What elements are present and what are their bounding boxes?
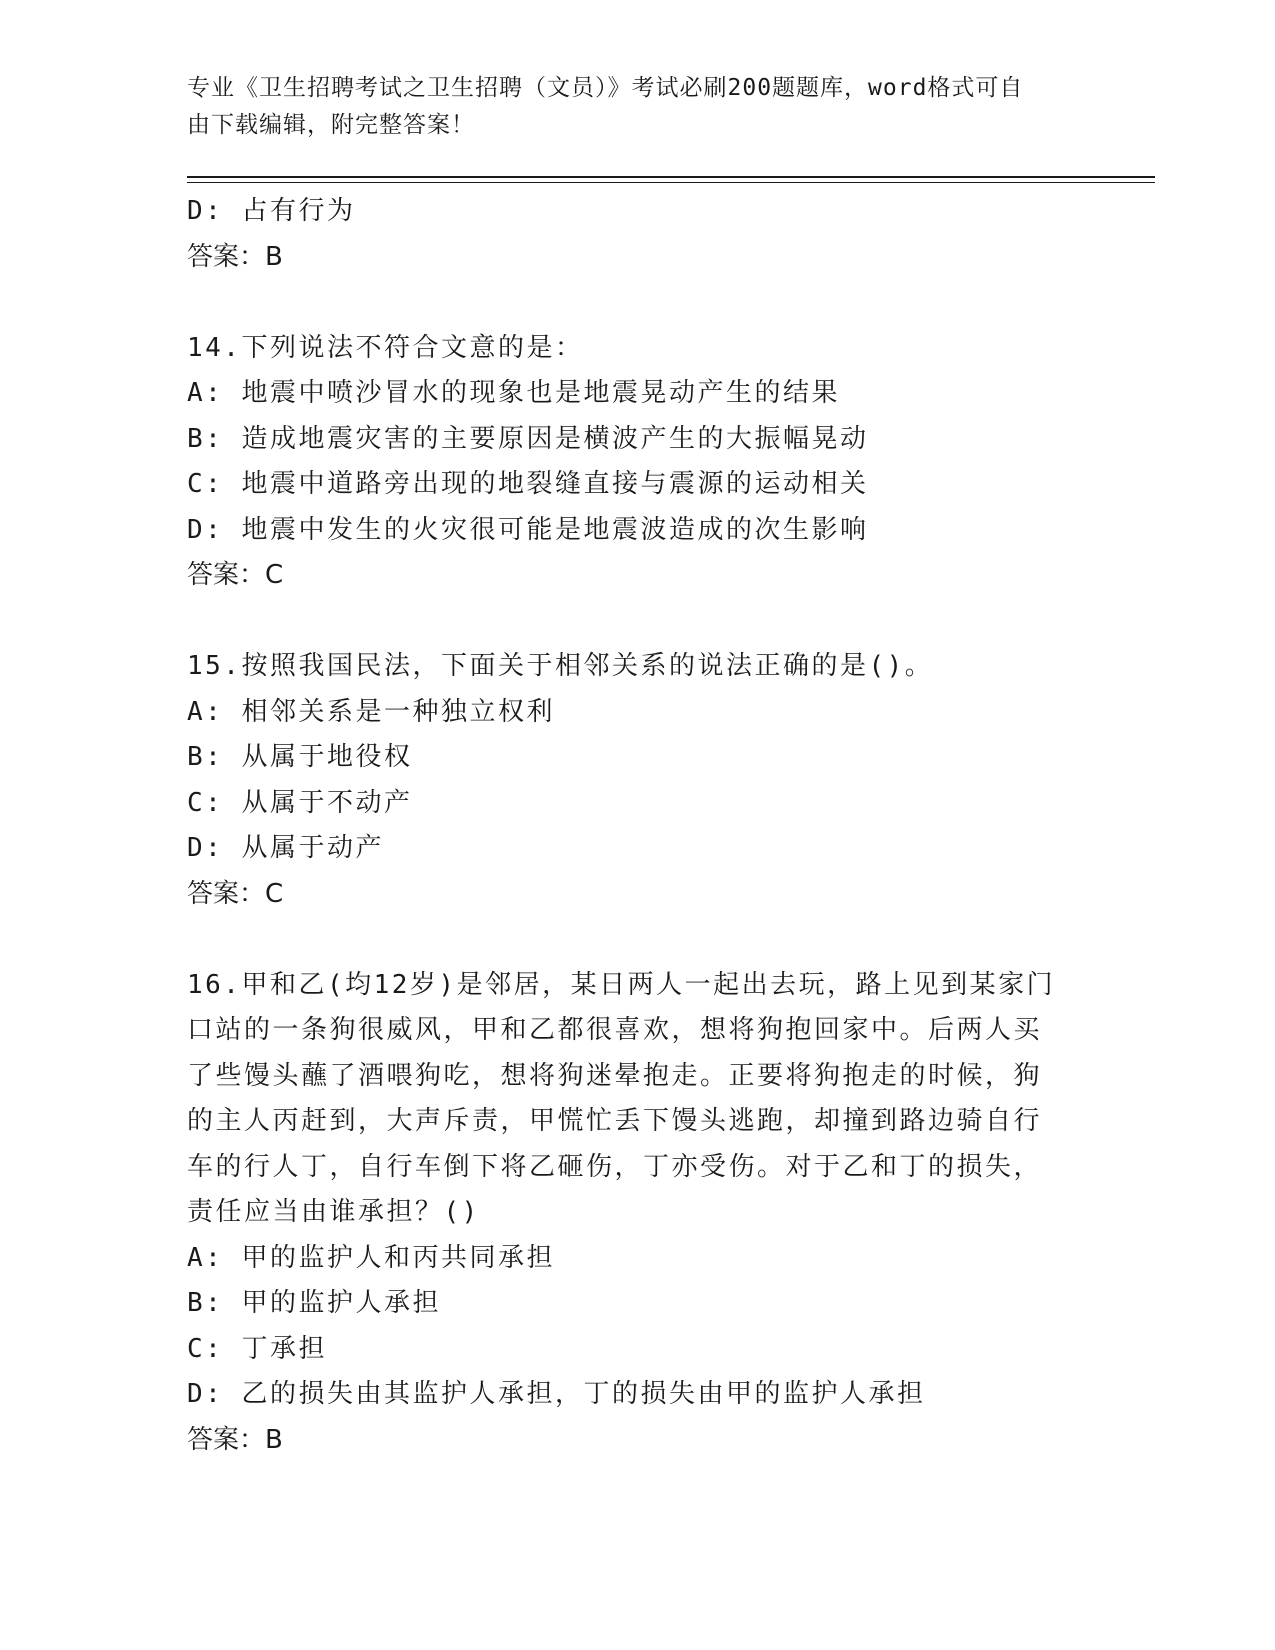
spacer <box>187 280 1067 326</box>
question-stem <box>187 963 1056 1236</box>
option-c: C: 丁承担 <box>187 1333 327 1364</box>
option-a: A: 地震中喷沙冒水的现象也是地震晃动产生的结果 <box>187 378 840 408</box>
document-header <box>187 70 1087 144</box>
option-a: A: 甲的监护人和丙共同承担 <box>187 1242 555 1273</box>
question-stem-line: 16.甲和乙(均12岁)是邻居，某日两人一起出去玩，路上见到某家门 <box>187 969 1056 1000</box>
question-stem-line: 车的行人丁，自行车倒下将乙砸伤，丁亦受伤。对于乙和丁的损失， <box>187 1151 1043 1182</box>
question-stem-line: 责任应当由谁承担？() <box>187 1197 480 1227</box>
question-14 <box>187 326 1067 599</box>
question-stem-line: 14.下列说法不符合文意的是： <box>187 332 584 363</box>
answer-line: 答案：C <box>187 878 284 909</box>
option-c: C: 地震中道路旁出现的地裂缝直接与震源的运动相关 <box>187 469 869 499</box>
option-d: D: 从属于动产 <box>187 833 384 863</box>
option-c: C: 从属于不动产 <box>187 787 413 818</box>
question-stem-line: 口站的一条狗很威风，甲和乙都很喜欢，想将狗抱回家中。后两人买 <box>187 1015 1043 1045</box>
header-divider-thin <box>187 182 1155 183</box>
header-divider-thick <box>187 176 1155 178</box>
option-d: D: 乙的损失由其监护人承担，丁的损失由甲的监护人承担 <box>187 1379 926 1409</box>
question-stem <box>187 326 1052 372</box>
spacer <box>187 599 1067 645</box>
prev-question-block <box>187 189 1067 280</box>
question-stem <box>187 644 1052 690</box>
option-d: D: 地震中发生的火灾很可能是地震波造成的次生影响 <box>187 514 869 545</box>
question-stem-line: 15.按照我国民法，下面关于相邻关系的说法正确的是()。 <box>187 651 934 681</box>
header-line-2: 由下载编辑，附完整答案！ <box>187 112 475 138</box>
spacer <box>187 917 1067 963</box>
option-b: B: 造成地震灾害的主要原因是横波产生的大振幅晃动 <box>187 423 869 454</box>
option-b: B: 从属于地役权 <box>187 742 413 772</box>
question-16 <box>187 963 1067 1464</box>
answer-line: 答案：B <box>187 241 283 272</box>
document-body <box>187 189 1067 1463</box>
question-stem-line: 了些馒头蘸了酒喂狗吃，想将狗迷晕抱走。正要将狗抱走的时候，狗 <box>187 1060 1043 1091</box>
option-b: B: 甲的监护人承担 <box>187 1288 441 1318</box>
answer-line: 答案：C <box>187 560 284 590</box>
option-a: A: 相邻关系是一种独立权利 <box>187 696 555 727</box>
question-stem-line: 的主人丙赶到，大声斥责，甲慌忙丢下馒头逃跑，却撞到路边骑自行 <box>187 1106 1043 1136</box>
answer-line: 答案：B <box>187 1424 283 1455</box>
question-15 <box>187 644 1067 917</box>
header-line-1: 专业《卫生招聘考试之卫生招聘（文员）》考试必刷200题题库，word格式可自 <box>187 75 1024 101</box>
option-d: D: 占有行为 <box>187 196 356 226</box>
